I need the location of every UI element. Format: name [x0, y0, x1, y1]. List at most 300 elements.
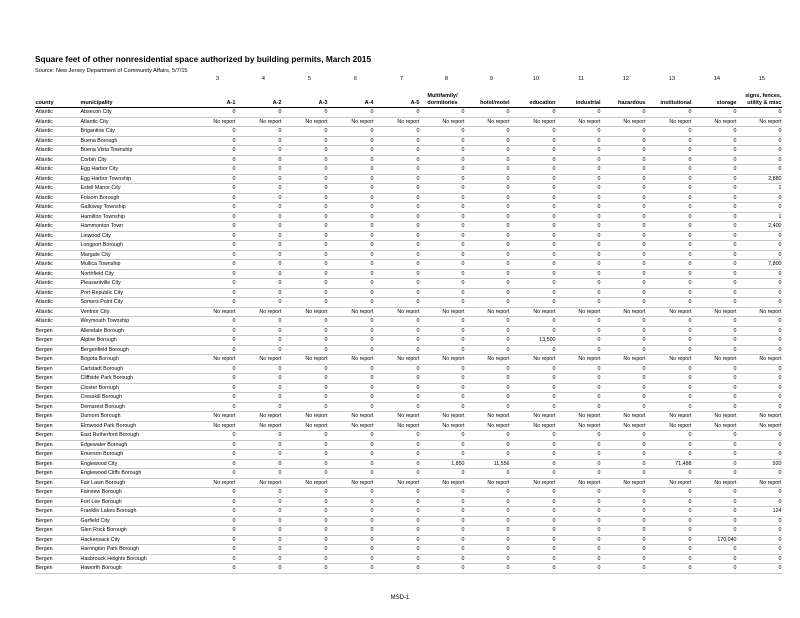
cell-a1: 0 [190, 146, 236, 156]
cell-municipality: Hammonton Town [80, 222, 190, 232]
cell-municipality: Bogota Borough [80, 355, 190, 365]
cell-county: Bergen [35, 459, 80, 469]
cell-county: Bergen [35, 469, 80, 479]
cell-hazardous: 0 [601, 193, 646, 203]
cell-industrial: 0 [556, 127, 601, 137]
cell-institutional: 0 [646, 155, 692, 165]
cell-signs: 2,400 [737, 222, 782, 232]
cell-municipality: Buena Borough [80, 136, 190, 146]
cell-a2: 0 [236, 545, 282, 555]
cell-storage: 0 [692, 155, 737, 165]
cell-institutional: 0 [646, 440, 692, 450]
cell-a4: 0 [328, 535, 374, 545]
cell-education: 0 [510, 127, 556, 137]
cell-multifamily: 0 [420, 345, 465, 355]
cell-a2: 0 [236, 146, 282, 156]
cell-storage: 0 [692, 269, 737, 279]
cell-a5: 0 [374, 564, 420, 574]
cell-hazardous: 0 [601, 383, 646, 393]
cell-signs: 1 [737, 212, 782, 222]
cell-institutional: 0 [646, 526, 692, 536]
cell-a4: 0 [328, 545, 374, 555]
cell-multifamily: 0 [420, 497, 465, 507]
cell-signs: 0 [737, 250, 782, 260]
cell-a3: 0 [282, 250, 328, 260]
cell-county: Bergen [35, 364, 80, 374]
cell-signs: 0 [737, 535, 782, 545]
cell-a2: 0 [236, 374, 282, 384]
cell-a3: No report [282, 307, 328, 317]
cell-a4: 0 [328, 526, 374, 536]
cell-municipality: Bergenfield Borough [80, 345, 190, 355]
cell-storage: 0 [692, 165, 737, 175]
cell-industrial: 0 [556, 497, 601, 507]
cell-industrial: 0 [556, 174, 601, 184]
cell-a1: 0 [190, 298, 236, 308]
cell-a5: No report [374, 117, 420, 127]
cell-a4: 0 [328, 127, 374, 137]
cell-institutional: 0 [646, 345, 692, 355]
cell-a2: 0 [236, 193, 282, 203]
cell-a4: No report [328, 412, 374, 422]
cell-a5: 0 [374, 127, 420, 137]
cell-multifamily: 0 [420, 488, 465, 498]
cell-a5: No report [374, 307, 420, 317]
cell-a2: 0 [236, 222, 282, 232]
cell-education: 0 [510, 260, 556, 270]
column-number: 8 [444, 76, 448, 82]
cell-a1: 0 [190, 545, 236, 555]
cell-a1: 0 [190, 402, 236, 412]
table-row [35, 336, 782, 346]
cell-education: 0 [510, 526, 556, 536]
cell-a1: 0 [190, 374, 236, 384]
cell-signs: No report [737, 478, 782, 488]
cell-a3: 0 [282, 431, 328, 441]
cell-a5: 0 [374, 260, 420, 270]
table-row [35, 431, 782, 441]
cell-a1: 0 [190, 364, 236, 374]
cell-storage: 0 [692, 250, 737, 260]
cell-hotel: 0 [465, 526, 510, 536]
cell-hazardous: 0 [601, 450, 646, 460]
cell-industrial: 0 [556, 222, 601, 232]
cell-a2: No report [236, 412, 282, 422]
cell-a2: 0 [236, 431, 282, 441]
cell-a3: 0 [282, 545, 328, 555]
table-row [35, 564, 782, 574]
cell-a1: 0 [190, 279, 236, 289]
cell-a4: 0 [328, 146, 374, 156]
cell-storage: 0 [692, 545, 737, 555]
cell-storage: 0 [692, 488, 737, 498]
cell-hazardous: 0 [601, 459, 646, 469]
header-hazardous: hazardous [601, 92, 646, 108]
cell-hazardous: 0 [601, 374, 646, 384]
table-row [35, 146, 782, 156]
header-a2: A-2 [236, 92, 282, 108]
cell-hotel: 0 [465, 535, 510, 545]
header-county: county [35, 92, 80, 108]
cell-a5: 0 [374, 136, 420, 146]
cell-multifamily: 0 [420, 374, 465, 384]
cell-a4: No report [328, 307, 374, 317]
cell-county: Atlantic [35, 250, 80, 260]
cell-industrial: 0 [556, 469, 601, 479]
cell-a4: 0 [328, 393, 374, 403]
cell-storage: 0 [692, 393, 737, 403]
cell-signs: 0 [737, 383, 782, 393]
table-row [35, 288, 782, 298]
cell-a4: 0 [328, 212, 374, 222]
cell-a4: 0 [328, 174, 374, 184]
cell-industrial: 0 [556, 526, 601, 536]
cell-a3: 0 [282, 174, 328, 184]
cell-a4: 0 [328, 459, 374, 469]
cell-a2: 0 [236, 564, 282, 574]
cell-a1: 0 [190, 440, 236, 450]
cell-a5: 0 [374, 431, 420, 441]
cell-hazardous: 0 [601, 108, 646, 118]
cell-a3: 0 [282, 440, 328, 450]
cell-hotel: 0 [465, 127, 510, 137]
cell-signs: 0 [737, 393, 782, 403]
cell-hotel: No report [465, 421, 510, 431]
cell-education: 0 [510, 535, 556, 545]
cell-signs: 0 [737, 564, 782, 574]
cell-multifamily: 1,850 [420, 459, 465, 469]
cell-multifamily: 0 [420, 469, 465, 479]
cell-a3: 0 [282, 136, 328, 146]
cell-hazardous: 0 [601, 127, 646, 137]
cell-a4: 0 [328, 288, 374, 298]
cell-a1: 0 [190, 165, 236, 175]
cell-industrial: 0 [556, 516, 601, 526]
table-row [35, 440, 782, 450]
cell-a1: 0 [190, 336, 236, 346]
cell-municipality: Alpine Borough [80, 336, 190, 346]
cell-industrial: 0 [556, 488, 601, 498]
cell-a1: No report [190, 412, 236, 422]
column-number-row [0, 76, 800, 84]
cell-multifamily: 0 [420, 554, 465, 564]
cell-a3: 0 [282, 165, 328, 175]
cell-a2: 0 [236, 516, 282, 526]
cell-county: Atlantic [35, 184, 80, 194]
cell-county: Bergen [35, 355, 80, 365]
cell-hotel: 0 [465, 184, 510, 194]
cell-industrial: No report [556, 355, 601, 365]
cell-municipality: Northfield City [80, 269, 190, 279]
cell-a1: 0 [190, 507, 236, 517]
cell-a2: 0 [236, 459, 282, 469]
cell-a1: 0 [190, 488, 236, 498]
cell-municipality: Somers Point City [80, 298, 190, 308]
table-row [35, 184, 782, 194]
table-row [35, 317, 782, 327]
cell-county: Bergen [35, 326, 80, 336]
cell-hotel: No report [465, 478, 510, 488]
cell-signs: No report [737, 355, 782, 365]
cell-a5: 0 [374, 212, 420, 222]
cell-industrial: 0 [556, 545, 601, 555]
cell-municipality: Allendale Borough [80, 326, 190, 336]
cell-institutional: 0 [646, 136, 692, 146]
cell-institutional: No report [646, 307, 692, 317]
cell-multifamily: 0 [420, 440, 465, 450]
cell-a2: 0 [236, 165, 282, 175]
cell-storage: No report [692, 478, 737, 488]
cell-multifamily: 0 [420, 364, 465, 374]
cell-county: Bergen [35, 412, 80, 422]
cell-a4: 0 [328, 440, 374, 450]
cell-industrial: No report [556, 412, 601, 422]
cell-multifamily: 0 [420, 279, 465, 289]
cell-industrial: No report [556, 307, 601, 317]
cell-a2: 0 [236, 231, 282, 241]
cell-institutional: No report [646, 412, 692, 422]
cell-a3: 0 [282, 298, 328, 308]
cell-a1: 0 [190, 127, 236, 137]
cell-hotel: 0 [465, 222, 510, 232]
cell-signs: 0 [737, 336, 782, 346]
cell-a2: 0 [236, 535, 282, 545]
cell-a1: No report [190, 421, 236, 431]
cell-multifamily: 0 [420, 260, 465, 270]
cell-a1: No report [190, 117, 236, 127]
cell-a4: 0 [328, 193, 374, 203]
cell-hotel: 0 [465, 193, 510, 203]
cell-institutional: 0 [646, 184, 692, 194]
cell-industrial: 0 [556, 507, 601, 517]
cell-hazardous: 0 [601, 516, 646, 526]
cell-storage: 0 [692, 108, 737, 118]
cell-a1: 0 [190, 241, 236, 251]
cell-storage: No report [692, 355, 737, 365]
cell-storage: 0 [692, 507, 737, 517]
cell-a3: 0 [282, 336, 328, 346]
cell-multifamily: 0 [420, 564, 465, 574]
cell-institutional: 0 [646, 545, 692, 555]
cell-hotel: No report [465, 412, 510, 422]
cell-institutional: 0 [646, 222, 692, 232]
cell-institutional: 0 [646, 298, 692, 308]
cell-education: 0 [510, 241, 556, 251]
cell-institutional: No report [646, 478, 692, 488]
cell-hazardous: 0 [601, 288, 646, 298]
cell-storage: 0 [692, 374, 737, 384]
cell-storage: 0 [692, 336, 737, 346]
report-title: Square feet of other nonresidential space authorized by building permits, March 2015 [35, 54, 372, 64]
cell-a5: 0 [374, 374, 420, 384]
cell-education: 0 [510, 203, 556, 213]
cell-a1: 0 [190, 459, 236, 469]
table-row [35, 127, 782, 137]
table-row [35, 298, 782, 308]
cell-industrial: 0 [556, 298, 601, 308]
cell-storage: 0 [692, 450, 737, 460]
cell-a2: 0 [236, 298, 282, 308]
cell-multifamily: 0 [420, 146, 465, 156]
cell-signs: 0 [737, 364, 782, 374]
cell-municipality: Folsom Borough [80, 193, 190, 203]
cell-a4: 0 [328, 241, 374, 251]
cell-multifamily: 0 [420, 402, 465, 412]
cell-industrial: 0 [556, 108, 601, 118]
cell-multifamily: 0 [420, 155, 465, 165]
cell-a3: 0 [282, 203, 328, 213]
cell-a4: 0 [328, 516, 374, 526]
cell-institutional: 0 [646, 260, 692, 270]
cell-a1: 0 [190, 212, 236, 222]
cell-hazardous: 0 [601, 545, 646, 555]
cell-institutional: 0 [646, 203, 692, 213]
cell-county: Atlantic [35, 155, 80, 165]
cell-a2: 0 [236, 393, 282, 403]
cell-a3: 0 [282, 507, 328, 517]
cell-signs: 0 [737, 440, 782, 450]
cell-a1: 0 [190, 317, 236, 327]
cell-county: Atlantic [35, 260, 80, 270]
column-number: 10 [532, 76, 539, 82]
cell-hazardous: 0 [601, 241, 646, 251]
cell-education: 0 [510, 326, 556, 336]
cell-municipality: Port Republic City [80, 288, 190, 298]
table-row [35, 108, 782, 118]
cell-a4: 0 [328, 564, 374, 574]
cell-industrial: 0 [556, 402, 601, 412]
cell-hazardous: 0 [601, 174, 646, 184]
cell-a4: 0 [328, 269, 374, 279]
cell-industrial: 0 [556, 364, 601, 374]
cell-a2: 0 [236, 279, 282, 289]
cell-a4: 0 [328, 336, 374, 346]
cell-hazardous: No report [601, 307, 646, 317]
cell-a2: 0 [236, 155, 282, 165]
page-label: MSD-1 [390, 595, 410, 601]
cell-county: Atlantic [35, 146, 80, 156]
cell-institutional: 0 [646, 127, 692, 137]
cell-education: 0 [510, 545, 556, 555]
cell-a4: 0 [328, 222, 374, 232]
cell-a5: 0 [374, 459, 420, 469]
cell-hotel: 0 [465, 136, 510, 146]
cell-a3: 0 [282, 288, 328, 298]
cell-county: Atlantic [35, 165, 80, 175]
cell-a5: 0 [374, 497, 420, 507]
cell-signs: 7,800 [737, 260, 782, 270]
header-multifamily-line1: Multifamily/ [427, 93, 458, 99]
table-row [35, 497, 782, 507]
cell-a5: 0 [374, 203, 420, 213]
cell-municipality: Pleasantville City [80, 279, 190, 289]
cell-a3: 0 [282, 469, 328, 479]
cell-industrial: 0 [556, 440, 601, 450]
cell-signs: 0 [737, 288, 782, 298]
cell-institutional: 0 [646, 336, 692, 346]
cell-a1: 0 [190, 497, 236, 507]
cell-institutional: 71,488 [646, 459, 692, 469]
cell-a1: 0 [190, 260, 236, 270]
cell-education: No report [510, 412, 556, 422]
cell-multifamily: 0 [420, 431, 465, 441]
cell-hazardous: No report [601, 478, 646, 488]
cell-county: Bergen [35, 336, 80, 346]
cell-a3: 0 [282, 364, 328, 374]
cell-education: 0 [510, 184, 556, 194]
cell-municipality: Ventnor City [80, 307, 190, 317]
cell-a3: 0 [282, 393, 328, 403]
cell-county: Bergen [35, 374, 80, 384]
cell-hazardous: 0 [601, 364, 646, 374]
cell-hazardous: 0 [601, 317, 646, 327]
column-number: 4 [261, 76, 265, 82]
cell-municipality: Cresskill Borough [80, 393, 190, 403]
cell-a3: 0 [282, 535, 328, 545]
cell-county: Bergen [35, 488, 80, 498]
cell-a1: 0 [190, 564, 236, 574]
cell-industrial: 0 [556, 212, 601, 222]
cell-a1: 0 [190, 203, 236, 213]
cell-hotel: 0 [465, 326, 510, 336]
cell-a3: 0 [282, 193, 328, 203]
cell-hazardous: 0 [601, 260, 646, 270]
cell-multifamily: 0 [420, 212, 465, 222]
cell-education: 0 [510, 298, 556, 308]
cell-storage: 0 [692, 345, 737, 355]
cell-hazardous: No report [601, 117, 646, 127]
cell-hotel: 0 [465, 469, 510, 479]
cell-a2: 0 [236, 488, 282, 498]
cell-hazardous: 0 [601, 488, 646, 498]
cell-municipality: Haworth Borough [80, 564, 190, 574]
cell-county: Atlantic [35, 298, 80, 308]
cell-storage: 0 [692, 526, 737, 536]
cell-hotel: 0 [465, 374, 510, 384]
cell-county: Atlantic [35, 117, 80, 127]
cell-institutional: 0 [646, 535, 692, 545]
cell-signs: 1 [737, 184, 782, 194]
cell-a3: 0 [282, 488, 328, 498]
cell-a1: 0 [190, 431, 236, 441]
cell-hotel: 0 [465, 146, 510, 156]
cell-a1: 0 [190, 554, 236, 564]
table-row [35, 535, 782, 545]
cell-industrial: 0 [556, 459, 601, 469]
cell-county: Atlantic [35, 241, 80, 251]
cell-institutional: No report [646, 117, 692, 127]
cell-hazardous: 0 [601, 203, 646, 213]
cell-multifamily: 0 [420, 222, 465, 232]
cell-a4: 0 [328, 374, 374, 384]
table-row [35, 117, 782, 127]
cell-municipality: Carlstadt Borough [80, 364, 190, 374]
cell-education: No report [510, 117, 556, 127]
cell-multifamily: No report [420, 307, 465, 317]
cell-hazardous: 0 [601, 155, 646, 165]
cell-multifamily: No report [420, 412, 465, 422]
cell-storage: No report [692, 421, 737, 431]
cell-education: 0 [510, 155, 556, 165]
cell-hazardous: 0 [601, 326, 646, 336]
cell-a5: No report [374, 421, 420, 431]
cell-hotel: 0 [465, 250, 510, 260]
cell-a1: 0 [190, 155, 236, 165]
cell-a3: 0 [282, 241, 328, 251]
cell-municipality: Demarest Borough [80, 402, 190, 412]
cell-signs: 0 [737, 269, 782, 279]
cell-a3: No report [282, 117, 328, 127]
